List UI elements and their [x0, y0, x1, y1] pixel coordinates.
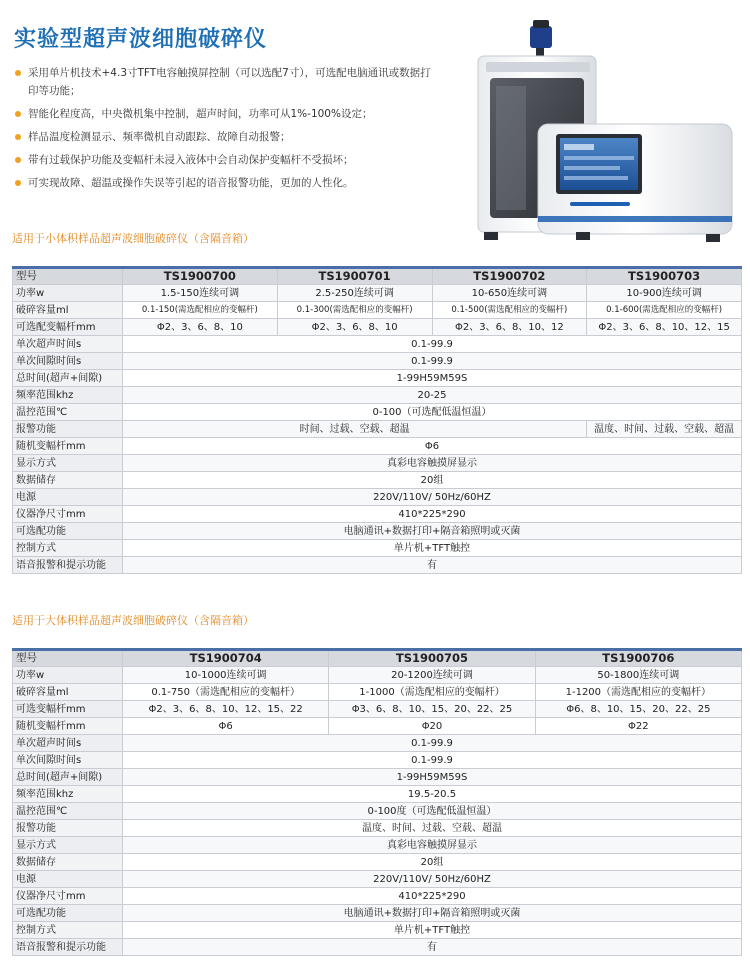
- device-image: [470, 16, 740, 256]
- table-row: 语音报警和提示功能 有: [13, 939, 742, 956]
- table-row: 控制方式 单片机+TFT触控: [13, 922, 742, 939]
- large-spec-table: [12, 648, 742, 956]
- table-row: 温控范围℃ 0-100（可选配低温恒温）: [13, 404, 742, 421]
- table-row: 频率范围khz 20-25: [13, 387, 742, 404]
- feature-item: 带有过载保护功能及变幅杆未浸入液体中会自动保护变幅杆不受损坏；: [14, 151, 434, 169]
- table-row: 可选配功能 电脑通讯+数据打印+隔音箱照明或灭菌: [13, 523, 742, 540]
- table-row: 功率w 1.5-150连续可调 2.5-250连续可调 10-650连续可调 10-900连续可调: [13, 285, 742, 302]
- table-row: 电源 220V/110V/ 50Hz/60HZ: [13, 489, 742, 506]
- large-section-subtitle: 适用于大体积样品超声波细胞破碎仪（含隔音箱）: [12, 614, 254, 627]
- table-row: 频率范围khz 19.5-20.5: [13, 786, 742, 803]
- table-row: 报警功能 时间、过载、空载、超温 温度、时间、过载、空载、超温: [13, 421, 742, 438]
- table-row: 显示方式 真彩电容触摸屏显示: [13, 455, 742, 472]
- table-row: 单次间隙时间s 0.1-99.9: [13, 353, 742, 370]
- table-row: 功率w 10-1000连续可调 20-1200连续可调 50-1800连续可调: [13, 667, 742, 684]
- bullet-icon: [15, 111, 21, 117]
- table-row: 单次超声时间s 0.1-99.9: [13, 336, 742, 353]
- table-row: 语音报警和提示功能 有: [13, 557, 742, 574]
- bullet-icon: [15, 180, 21, 186]
- table-row: 总时间(超声+间隙) 1-99H59M59S: [13, 769, 742, 786]
- table-row: 随机变幅杆mm Φ6: [13, 438, 742, 455]
- table-row: 数据储存 20组: [13, 854, 742, 871]
- bullet-icon: [15, 157, 21, 163]
- bullet-icon: [15, 134, 21, 140]
- table-row: 仪器净尺寸mm 410*225*290: [13, 506, 742, 523]
- feature-list: [14, 64, 434, 197]
- table-row: 随机变幅杆mm Φ6 Φ20 Φ22: [13, 718, 742, 735]
- table-row: 控制方式 单片机+TFT触控: [13, 540, 742, 557]
- table-row: 仪器净尺寸mm 410*225*290: [13, 888, 742, 905]
- feature-item: 采用单片机技术+4.3寸TFT电容触摸屏控制（可以选配7寸），可选配电脑通讯或数据打印等功能；: [14, 64, 434, 100]
- page-title: 实验型超声波细胞破碎仪: [14, 27, 268, 52]
- table-row: 电源 220V/110V/ 50Hz/60HZ: [13, 871, 742, 888]
- table-row: 单次间隙时间s 0.1-99.9: [13, 752, 742, 769]
- table-row: 型号 TS1900700 TS1900701 TS1900702 TS1900703: [13, 268, 742, 285]
- table-row: 破碎容量ml 0.1-750（需选配相应的变幅杆） 1-1000（需选配相应的变幅杆） 1-1200（需选配相应的变幅杆）: [13, 684, 742, 701]
- table-row: 报警功能 温度、时间、过载、空载、超温: [13, 820, 742, 837]
- table-row: 显示方式 真彩电容触摸屏显示: [13, 837, 742, 854]
- small-spec-table: [12, 266, 742, 574]
- small-section-subtitle: 适用于小体积样品超声波细胞破碎仪（含隔音箱）: [12, 232, 254, 245]
- table-row: 型号 TS1900704 TS1900705 TS1900706: [13, 650, 742, 667]
- feature-item: 样品温度检测显示、频率微机自动跟踪、故障自动报警；: [14, 128, 434, 146]
- table-row: 总时间(超声+间隙) 1-99H59M59S: [13, 370, 742, 387]
- table-row: 可选变幅杆mm Φ2、3、6、8、10、12、15、22 Φ3、6、8、10、15、20、22、25 Φ6、8、10、15、20、22、25: [13, 701, 742, 718]
- table-row: 单次超声时间s 0.1-99.9: [13, 735, 742, 752]
- table-row: 温控范围℃ 0-100度（可选配低温恒温）: [13, 803, 742, 820]
- table-row: 可选配功能 电脑通讯+数据打印+隔音箱照明或灭菌: [13, 905, 742, 922]
- table-row: 可选配变幅杆mm Φ2、3、6、8、10 Φ2、3、6、8、10 Φ2、3、6、8、10、12 Φ2、3、6、8、10、12、15: [13, 319, 742, 336]
- bullet-icon: [15, 70, 21, 76]
- table-row: 数据储存 20组: [13, 472, 742, 489]
- feature-item: 可实现故障、超温或操作失误等引起的语音报警功能，更加的人性化。: [14, 174, 434, 192]
- table-row: 破碎容量ml 0.1-150(需选配相应的变幅杆) 0.1-300(需选配相应的变幅杆) 0.1-500(需选配相应的变幅杆) 0.1-600(需选配相应的变幅杆): [13, 302, 742, 319]
- feature-item: 智能化程度高，中央微机集中控制，超声时间，功率可从1%-100%设定；: [14, 105, 434, 123]
